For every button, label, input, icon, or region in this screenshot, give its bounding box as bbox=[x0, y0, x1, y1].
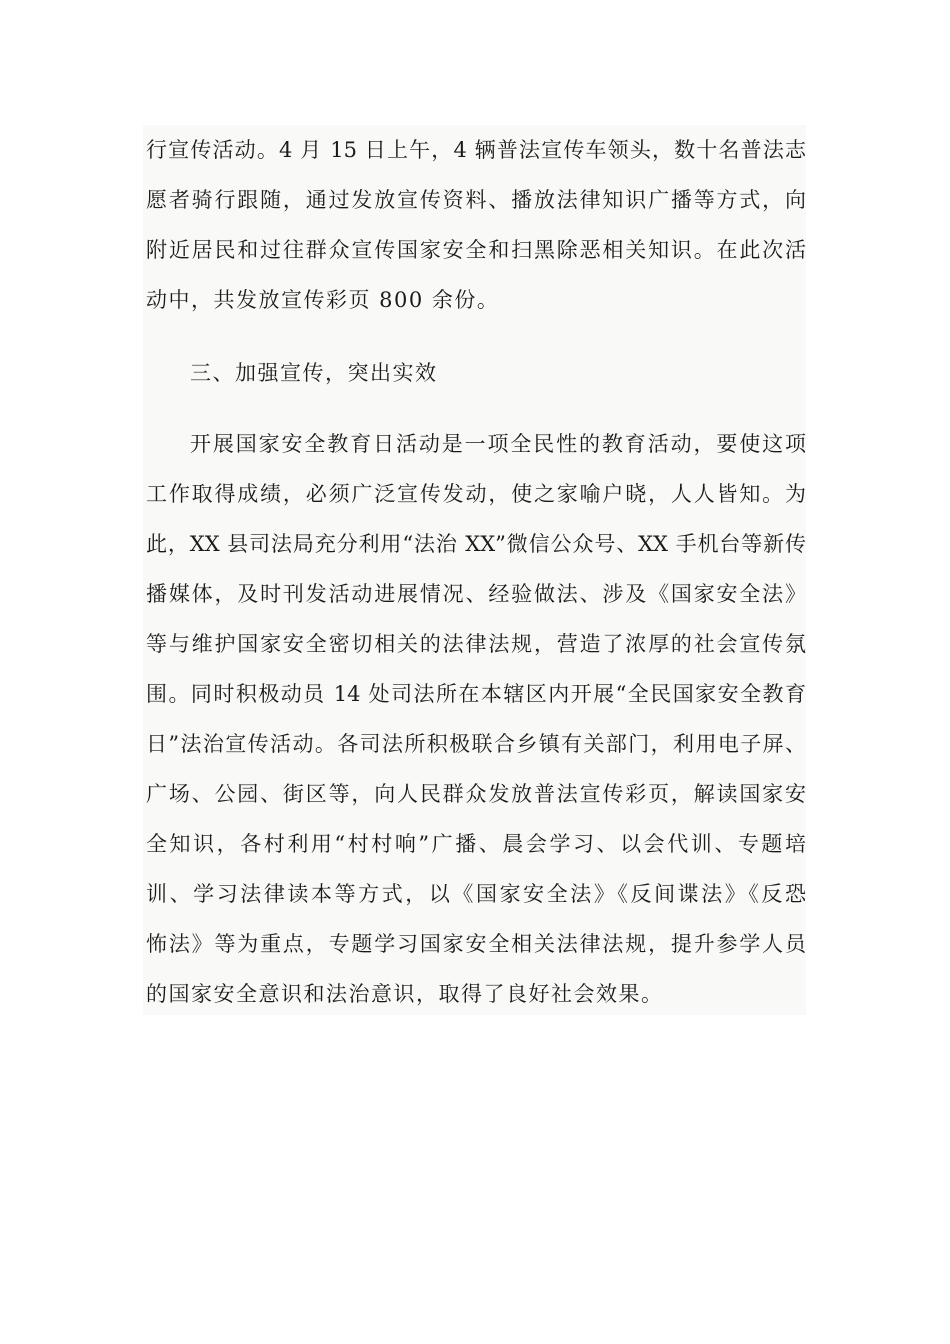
paragraph-2-line-11: 怖法》等为重点，专题学习国家安全相关法律法规，提升参学人员 bbox=[146, 932, 806, 956]
paragraph-2-line-7: 日”法治宣传活动。各司法所积极联合乡镇有关部门，利用电子屏、 bbox=[146, 732, 806, 756]
paragraph-1-line-4: 动中，共发放宣传彩页 800 余份。 bbox=[146, 288, 500, 312]
paragraph-2-line-2: 工作取得成绩，必须广泛宣传发动，使之家喻户晓，人人皆知。为 bbox=[146, 482, 806, 506]
paragraph-1-line-2: 愿者骑行跟随，通过发放宣传资料、播放法律知识广播等方式，向 bbox=[146, 188, 806, 212]
paragraph-2-line-1: 开展国家安全教育日活动是一项全民性的教育活动，要使这项 bbox=[190, 432, 806, 456]
paragraph-2-line-9: 全知识，各村利用“村村响”广播、晨会学习、以会代训、专题培 bbox=[146, 832, 806, 856]
paragraph-1-line-1: 行宣传活动。4 月 15 日上午，4 辆普法宣传车领头，数十名普法志 bbox=[146, 138, 806, 162]
paragraph-2-line-5: 等与维护国家安全密切相关的法律法规，营造了浓厚的社会宣传氛 bbox=[146, 632, 806, 656]
paragraph-2-line-8: 广场、公园、街区等，向人民群众发放普法宣传彩页，解读国家安 bbox=[146, 782, 806, 806]
paragraph-2-line-10: 训、学习法律读本等方式，以《国家安全法》《反间谍法》《反恐 bbox=[146, 882, 806, 906]
paragraph-2-line-12: 的国家安全意识和法治意识，取得了良好社会效果。 bbox=[146, 982, 664, 1006]
paragraph-2-line-4: 播媒体，及时刊发活动进展情况、经验做法、涉及《国家安全法》 bbox=[146, 582, 806, 606]
section-heading: 三、加强宣传，突出实效 bbox=[190, 361, 438, 385]
paragraph-2-line-6: 围。同时积极动员 14 处司法所在本辖区内开展“全民国家安全教育 bbox=[146, 682, 806, 706]
paragraph-1-line-3: 附近居民和过往群众宣传国家安全和扫黑除恶相关知识。在此次活 bbox=[146, 238, 806, 262]
paragraph-2-line-3: 此，XX 县司法局充分利用“法治 XX”微信公众号、XX 手机台等新传 bbox=[146, 532, 806, 556]
